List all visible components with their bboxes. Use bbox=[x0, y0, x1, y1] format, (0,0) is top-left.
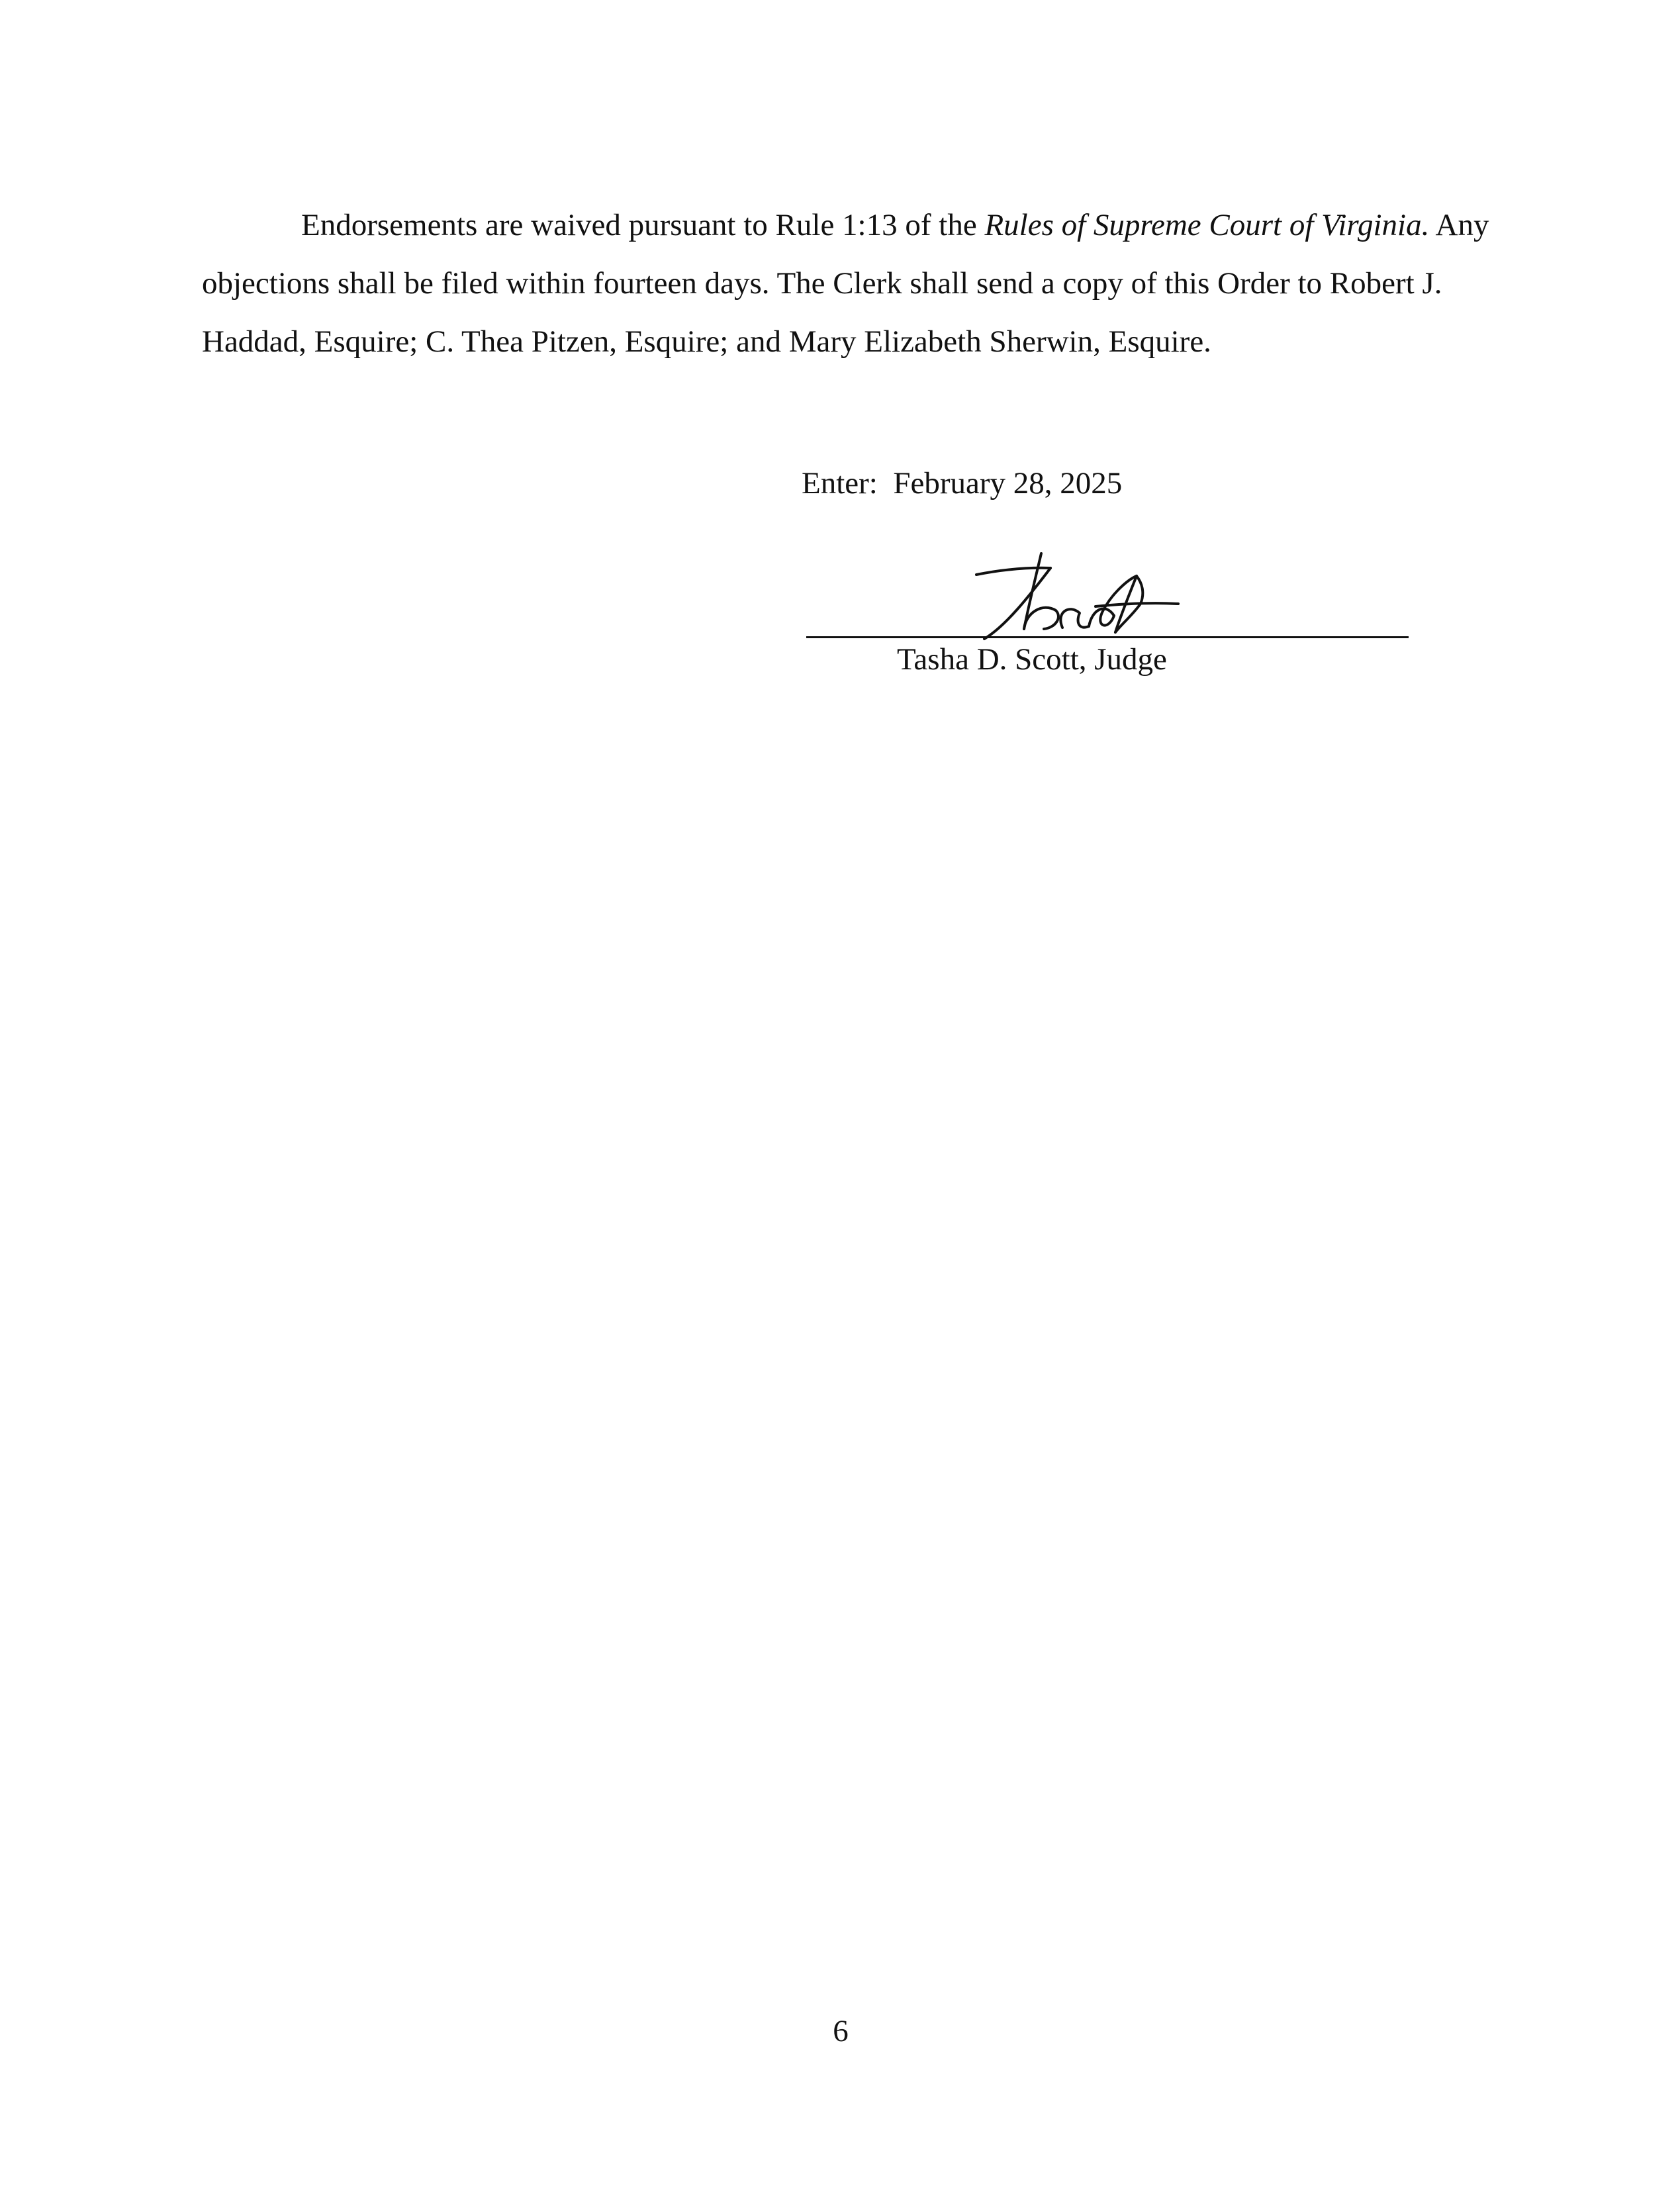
page-number: 6 bbox=[833, 2014, 849, 2048]
paragraph-text-end: Any objections shall be filed within fourteen days. The Clerk shall send a copy of this Order to Robert J. Haddad, Esquire; C. Thea Pitzen, Esquire; and Mary Elizabeth Sherwin, Esquire. bbox=[202, 208, 1489, 359]
rules-citation: Rules of Supreme Court of Virginia. bbox=[984, 208, 1430, 242]
entry-label: Enter: bbox=[802, 466, 878, 501]
signature-line bbox=[806, 636, 1409, 638]
entry-date-line bbox=[802, 463, 1122, 503]
order-paragraph bbox=[202, 196, 1493, 371]
paragraph-text-start: Endorsements are waived pursuant to Rule 1:13 of the bbox=[301, 208, 985, 242]
entry-date: February 28, 2025 bbox=[893, 466, 1123, 501]
signer-name: Tasha D. Scott, Judge bbox=[897, 642, 1167, 677]
